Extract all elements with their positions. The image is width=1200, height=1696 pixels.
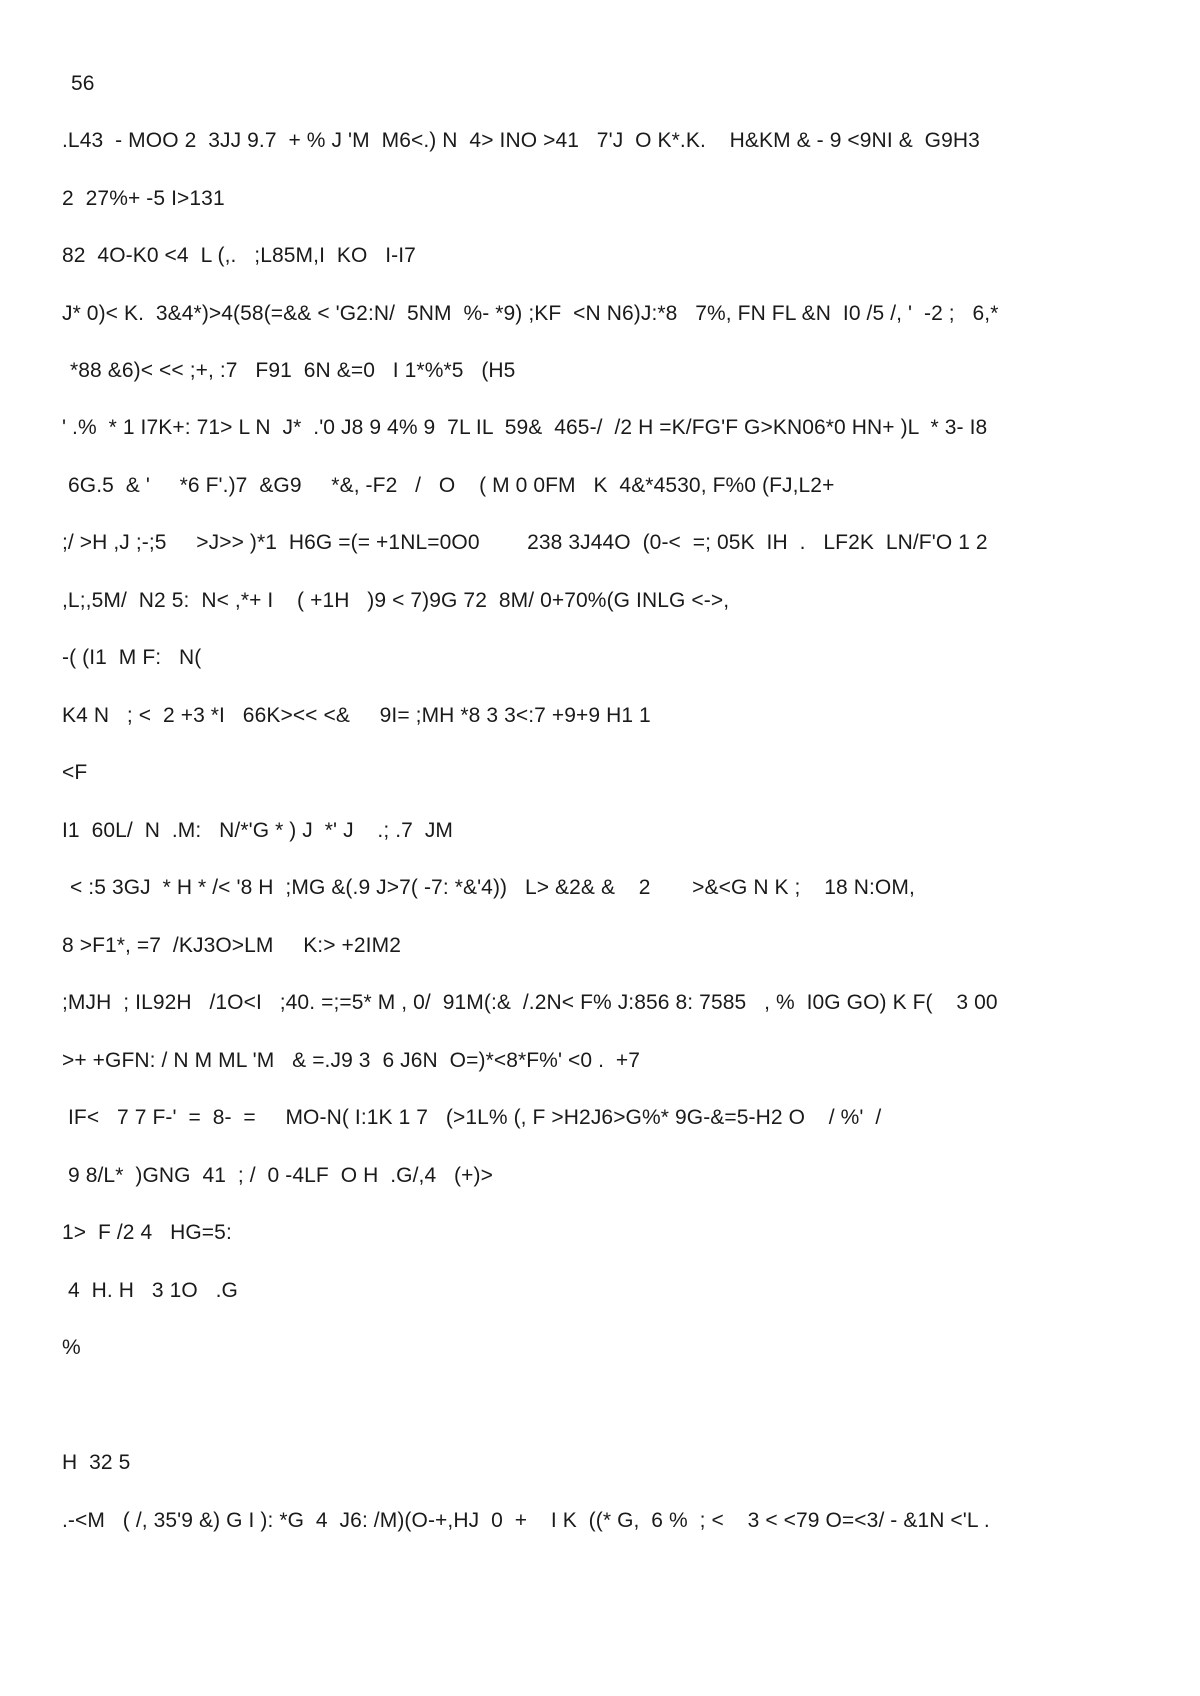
text-line: 2 27%+ -5 I>131: [62, 187, 225, 210]
text-line: -( (I1 M F: N(: [62, 646, 202, 669]
text-line: 6G.5 & ' *6 F'.)7 &G9 *&, -F2 / O ( M 0 0FM K 4&*4530, F%0 (FJ,L2+: [68, 474, 835, 497]
text-line: 8 >F1*, =7 /KJ3O>LM K:> +2IM2: [62, 934, 401, 957]
text-line: IF< 7 7 F-' = 8- = MO-N( I:1K 1 7 (>1L% (, F >H2J6>G%* 9G-&=5-H2 O / %' /: [68, 1106, 882, 1129]
text-line: <F: [62, 761, 88, 784]
text-line: H 32 5: [62, 1451, 131, 1474]
text-line: *88 &6)< << ;+, :7 F91 6N &=0 I 1*%*5 (H5: [70, 359, 516, 382]
text-line: 4 H. H 3 1O .G: [68, 1279, 238, 1302]
text-line: .-<M ( /, 35'9 &) G I ): *G 4 J6: /M)(O-+,HJ 0 + I K ((* G, 6 % ; < 3 < <79 O=<3/ - &1N <'L .: [62, 1509, 990, 1532]
text-line: 9 8/L* )GNG 41 ; / 0 -4LF O H .G/,4 (+)>: [68, 1164, 493, 1187]
text-line: J* 0)< K. 3&4*)>4(58(=&& < 'G2:N/ 5NM %- *9) ;KF <N N6)J:*8 7%, FN FL &N I0 /5 /, ' -2 ; 6,*: [62, 302, 999, 325]
text-line: >+ +GFN: / N M ML 'M & =.J9 3 6 J6N O=)*<8*F%' <0 . +7: [62, 1049, 641, 1072]
text-line: 1> F /2 4 HG=5:: [62, 1221, 232, 1244]
text-line: I1 60L/ N .M: N/*'G * ) J *' J .; .7 JM: [62, 819, 454, 842]
text-line: 82 4O-K0 <4 L (,. ;L85M,I KO I-I7: [62, 244, 416, 267]
text-line: ;MJH ; IL92H /1O<I ;40. =;=5* M , 0/ 91M(:& /.2N< F% J:856 8: 7585 , % I0G GO) K F( 3 00: [62, 991, 998, 1014]
text-line: ' .% * 1 I7K+: 71> L N J* .'0 J8 9 4% 9 7L IL 59& 465-/ /2 H =K/FG'F G>KN06*0 HN+ )L * 3- I8: [62, 416, 988, 439]
text-line: K4 N ; < 2 +3 *I 66K><< <& 9I= ;MH *8 3 3<:7 +9+9 H1 1: [62, 704, 651, 727]
text-line: %: [62, 1336, 81, 1359]
text-line: ,L;,5M/ N2 5: N< ,*+ I ( +1H )9 < 7)9G 72 8M/ 0+70%(G INLG <->,: [62, 589, 730, 612]
page-number: 56: [71, 72, 95, 95]
text-line: ;/ >H ,J ;-;5 >J>> )*1 H6G =(= +1NL=0O0 238 3J44O (0-< =; 05K IH . LF2K LN/F'O 1 2: [62, 531, 988, 554]
text-line: .L43 - MOO 2 3JJ 9.7 + % J 'M M6<.) N 4> INO >41 7'J O K*.K. H&KM & - 9 <9NI & G9H3: [62, 129, 980, 152]
text-line: < :5 3GJ * H * /< '8 H ;MG &(.9 J>7( -7: *&'4)) L> &2& & 2 >&<G N K ; 18 N:OM,: [70, 876, 915, 899]
